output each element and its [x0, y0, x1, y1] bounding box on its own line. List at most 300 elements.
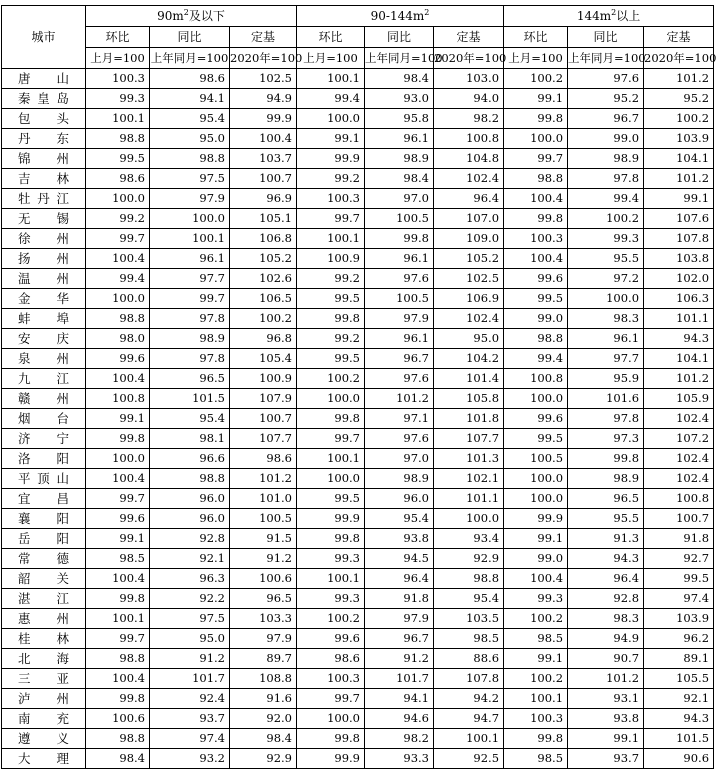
index-value-cell: 100.0 [297, 109, 365, 129]
city-name: 九 江 [18, 371, 69, 386]
index-value-cell: 91.3 [568, 529, 644, 549]
metric-header: 环比 [504, 27, 568, 48]
index-value-cell: 91.2 [230, 549, 297, 569]
city-name: 安 庆 [18, 331, 69, 346]
index-value-cell: 105.5 [644, 669, 714, 689]
index-value-cell: 99.5 [504, 289, 568, 309]
city-name: 蚌 埠 [18, 311, 69, 326]
index-value-cell: 99.5 [297, 489, 365, 509]
index-value-cell: 98.3 [568, 609, 644, 629]
city-cell [2, 369, 86, 389]
index-value-cell: 100.6 [230, 569, 297, 589]
index-value-cell: 92.8 [150, 529, 230, 549]
city-cell [2, 149, 86, 169]
index-value-cell: 97.8 [568, 169, 644, 189]
index-value-cell: 92.4 [150, 689, 230, 709]
table-row [2, 649, 714, 669]
index-value-cell: 100.4 [86, 469, 150, 489]
index-value-cell: 102.4 [434, 309, 504, 329]
index-value-cell: 94.9 [230, 89, 297, 109]
index-value-cell: 100.4 [86, 669, 150, 689]
index-value-cell: 101.1 [434, 489, 504, 509]
index-value-cell: 92.0 [230, 709, 297, 729]
header-row-bases [2, 48, 714, 69]
index-value-cell: 100.2 [568, 209, 644, 229]
index-value-cell: 98.4 [86, 749, 150, 769]
city-name: 岳 阳 [18, 531, 69, 546]
index-value-cell: 99.4 [568, 189, 644, 209]
table-row [2, 609, 714, 629]
index-value-cell: 104.1 [644, 149, 714, 169]
header-row-metrics [2, 27, 714, 48]
table-row [2, 169, 714, 189]
city-name: 北 海 [18, 651, 69, 666]
index-value-cell: 93.1 [568, 689, 644, 709]
index-value-cell: 98.8 [504, 329, 568, 349]
index-value-cell: 96.0 [150, 489, 230, 509]
index-value-cell: 96.8 [230, 329, 297, 349]
index-value-cell: 98.2 [365, 729, 434, 749]
metric-header: 环比 [86, 27, 150, 48]
city-cell [2, 69, 86, 89]
index-value-cell: 93.8 [568, 709, 644, 729]
table-row [2, 209, 714, 229]
index-value-cell: 100.5 [504, 449, 568, 469]
city-name: 湛 江 [18, 591, 69, 606]
index-value-cell: 100.0 [297, 709, 365, 729]
index-value-cell: 100.2 [297, 609, 365, 629]
index-value-cell: 99.7 [86, 629, 150, 649]
index-value-cell: 100.2 [297, 369, 365, 389]
index-value-cell: 107.6 [644, 209, 714, 229]
index-value-cell: 100.8 [504, 369, 568, 389]
index-value-cell: 101.5 [150, 389, 230, 409]
index-value-cell: 99.7 [297, 209, 365, 229]
city-cell [2, 189, 86, 209]
table-row [2, 669, 714, 689]
index-value-cell: 104.8 [434, 149, 504, 169]
city-cell [2, 749, 86, 769]
index-value-cell: 99.8 [297, 409, 365, 429]
index-value-cell: 103.5 [434, 609, 504, 629]
index-value-cell: 95.0 [150, 629, 230, 649]
table-row [2, 509, 714, 529]
index-value-cell: 98.9 [365, 149, 434, 169]
city-cell [2, 669, 86, 689]
city-name: 锦 州 [18, 151, 69, 166]
index-value-cell: 95.2 [568, 89, 644, 109]
index-value-cell: 96.1 [365, 329, 434, 349]
index-value-cell: 98.5 [434, 629, 504, 649]
index-value-cell: 97.9 [230, 629, 297, 649]
index-value-cell: 99.2 [297, 169, 365, 189]
city-cell [2, 449, 86, 469]
index-value-cell: 99.4 [297, 89, 365, 109]
index-value-cell: 98.3 [568, 309, 644, 329]
index-value-cell: 97.6 [365, 269, 434, 289]
index-value-cell: 104.2 [434, 349, 504, 369]
table-row [2, 529, 714, 549]
index-value-cell: 96.5 [568, 489, 644, 509]
city-name: 金 华 [18, 291, 69, 306]
index-value-cell: 99.3 [297, 589, 365, 609]
city-name: 济 宁 [18, 431, 69, 446]
index-value-cell: 99.7 [150, 289, 230, 309]
table-row [2, 449, 714, 469]
index-value-cell: 94.3 [568, 549, 644, 569]
index-value-cell: 99.1 [644, 189, 714, 209]
index-value-cell: 96.4 [365, 569, 434, 589]
index-value-cell: 101.3 [434, 449, 504, 469]
city-cell [2, 609, 86, 629]
index-value-cell: 94.6 [365, 709, 434, 729]
index-value-cell: 96.1 [150, 249, 230, 269]
index-value-cell: 96.4 [568, 569, 644, 589]
index-value-cell: 94.7 [434, 709, 504, 729]
index-value-cell: 94.0 [434, 89, 504, 109]
city-cell [2, 489, 86, 509]
index-value-cell: 99.1 [568, 729, 644, 749]
metric-header: 定基 [434, 27, 504, 48]
index-value-cell: 99.1 [504, 649, 568, 669]
index-value-cell: 93.4 [434, 529, 504, 549]
base-header: 2020年=100 [434, 48, 504, 69]
table-row [2, 349, 714, 369]
index-value-cell: 99.7 [504, 149, 568, 169]
index-value-cell: 98.2 [434, 109, 504, 129]
index-value-cell: 96.9 [230, 189, 297, 209]
table-row [2, 749, 714, 769]
city-cell [2, 109, 86, 129]
index-value-cell: 102.5 [434, 269, 504, 289]
index-value-cell: 101.4 [434, 369, 504, 389]
index-value-cell: 99.1 [297, 129, 365, 149]
city-cell [2, 589, 86, 609]
base-header: 上月=100 [86, 48, 150, 69]
city-cell [2, 709, 86, 729]
index-value-cell: 97.8 [150, 309, 230, 329]
index-value-cell: 99.8 [297, 729, 365, 749]
index-value-cell: 98.4 [365, 169, 434, 189]
index-value-cell: 99.3 [568, 229, 644, 249]
index-value-cell: 102.4 [644, 449, 714, 469]
city-cell [2, 509, 86, 529]
index-value-cell: 96.4 [434, 189, 504, 209]
base-header: 上月=100 [504, 48, 568, 69]
index-value-cell: 101.2 [644, 69, 714, 89]
index-value-cell: 91.6 [230, 689, 297, 709]
index-value-cell: 99.5 [86, 149, 150, 169]
city-cell [2, 289, 86, 309]
index-value-cell: 106.5 [230, 289, 297, 309]
city-cell [2, 549, 86, 569]
index-value-cell: 101.0 [230, 489, 297, 509]
city-cell [2, 89, 86, 109]
index-value-cell: 99.8 [504, 209, 568, 229]
index-value-cell: 100.0 [504, 469, 568, 489]
city-cell [2, 169, 86, 189]
index-value-cell: 92.2 [150, 589, 230, 609]
index-value-cell: 100.0 [434, 509, 504, 529]
index-value-cell: 91.8 [365, 589, 434, 609]
index-value-cell: 99.1 [504, 529, 568, 549]
city-name: 遵 义 [18, 731, 69, 746]
index-value-cell: 100.0 [504, 389, 568, 409]
table-row [2, 429, 714, 449]
index-value-cell: 97.4 [644, 589, 714, 609]
index-value-cell: 98.0 [86, 329, 150, 349]
index-value-cell: 97.0 [365, 449, 434, 469]
index-value-cell: 100.2 [230, 309, 297, 329]
index-value-cell: 106.9 [434, 289, 504, 309]
index-value-cell: 99.8 [297, 309, 365, 329]
city-cell [2, 129, 86, 149]
index-value-cell: 99.5 [644, 569, 714, 589]
index-value-cell: 96.6 [150, 449, 230, 469]
city-cell [2, 529, 86, 549]
index-value-cell: 94.2 [434, 689, 504, 709]
city-cell [2, 389, 86, 409]
index-value-cell: 100.7 [644, 509, 714, 529]
index-value-cell: 99.0 [568, 129, 644, 149]
city-cell [2, 209, 86, 229]
index-value-cell: 97.8 [150, 349, 230, 369]
base-header: 2020年=100 [230, 48, 297, 69]
city-name: 大 理 [18, 751, 69, 766]
index-value-cell: 101.5 [644, 729, 714, 749]
index-value-cell: 105.2 [230, 249, 297, 269]
index-value-cell: 96.7 [365, 629, 434, 649]
index-value-cell: 99.9 [297, 149, 365, 169]
table-row [2, 469, 714, 489]
index-value-cell: 89.7 [230, 649, 297, 669]
index-value-cell: 102.5 [230, 69, 297, 89]
index-value-cell: 91.5 [230, 529, 297, 549]
index-value-cell: 100.0 [86, 189, 150, 209]
index-value-cell: 99.3 [297, 549, 365, 569]
index-value-cell: 100.3 [504, 229, 568, 249]
index-value-cell: 96.5 [150, 369, 230, 389]
index-value-cell: 100.1 [297, 569, 365, 589]
index-value-cell: 97.3 [568, 429, 644, 449]
index-value-cell: 95.4 [365, 509, 434, 529]
table-row [2, 389, 714, 409]
index-value-cell: 103.0 [434, 69, 504, 89]
group-header-large: $144m^2$以上 [504, 6, 714, 27]
index-value-cell: 95.2 [644, 89, 714, 109]
index-value-cell: 99.3 [504, 589, 568, 609]
city-cell [2, 729, 86, 749]
index-value-cell: 99.6 [86, 349, 150, 369]
index-value-cell: 96.2 [644, 629, 714, 649]
index-value-cell: 98.8 [86, 729, 150, 749]
index-value-cell: 105.2 [434, 249, 504, 269]
metric-header: 同比 [365, 27, 434, 48]
index-value-cell: 103.8 [644, 249, 714, 269]
city-name: 徐 州 [18, 231, 69, 246]
index-value-cell: 100.0 [297, 469, 365, 489]
city-name: 桂 林 [18, 631, 69, 646]
index-value-cell: 98.4 [365, 69, 434, 89]
index-value-cell: 96.1 [365, 249, 434, 269]
index-value-cell: 98.6 [86, 169, 150, 189]
index-value-cell: 95.5 [568, 509, 644, 529]
city-name: 烟 台 [18, 411, 69, 426]
index-value-cell: 97.7 [150, 269, 230, 289]
index-value-cell: 99.2 [86, 209, 150, 229]
index-value-cell: 92.1 [644, 689, 714, 709]
index-value-cell: 100.1 [434, 729, 504, 749]
index-value-cell: 99.5 [504, 429, 568, 449]
index-value-cell: 102.4 [644, 469, 714, 489]
index-value-cell: 100.9 [230, 369, 297, 389]
city-name: 宜 昌 [18, 491, 69, 506]
index-value-cell: 94.3 [644, 329, 714, 349]
index-value-cell: 98.9 [568, 149, 644, 169]
index-value-cell: 96.7 [568, 109, 644, 129]
index-value-cell: 93.3 [365, 749, 434, 769]
index-value-cell: 93.2 [150, 749, 230, 769]
index-value-cell: 107.8 [644, 229, 714, 249]
index-value-cell: 98.6 [150, 69, 230, 89]
index-value-cell: 100.4 [504, 189, 568, 209]
index-value-cell: 97.1 [365, 409, 434, 429]
index-value-cell: 105.8 [434, 389, 504, 409]
index-value-cell: 100.7 [230, 409, 297, 429]
index-value-cell: 97.6 [568, 69, 644, 89]
index-value-cell: 101.8 [434, 409, 504, 429]
table-row [2, 729, 714, 749]
index-value-cell: 102.4 [644, 409, 714, 429]
index-value-cell: 108.8 [230, 669, 297, 689]
index-value-cell: 99.6 [297, 629, 365, 649]
index-value-cell: 101.1 [644, 309, 714, 329]
index-value-cell: 101.2 [644, 169, 714, 189]
index-value-cell: 100.2 [504, 609, 568, 629]
group-header-medium: $90-144m^2$ [297, 6, 504, 27]
index-value-cell: 99.8 [86, 589, 150, 609]
index-value-cell: 96.7 [365, 349, 434, 369]
index-value-cell: 91.2 [150, 649, 230, 669]
city-cell [2, 569, 86, 589]
index-value-cell: 97.0 [365, 189, 434, 209]
city-cell [2, 409, 86, 429]
index-value-cell: 99.8 [504, 729, 568, 749]
table-row [2, 569, 714, 589]
index-value-cell: 98.9 [568, 469, 644, 489]
index-value-cell: 98.5 [86, 549, 150, 569]
index-value-cell: 89.1 [644, 649, 714, 669]
table-row [2, 409, 714, 429]
city-name: 泉 州 [18, 351, 69, 366]
city-name: 三 亚 [18, 671, 69, 686]
index-value-cell: 97.6 [365, 429, 434, 449]
index-value-cell: 105.1 [230, 209, 297, 229]
index-value-cell: 100.6 [86, 709, 150, 729]
city-name: 唐 山 [18, 71, 69, 86]
index-value-cell: 97.9 [365, 609, 434, 629]
city-name: 吉 林 [18, 171, 69, 186]
index-value-cell: 98.8 [150, 149, 230, 169]
index-value-cell: 104.1 [644, 349, 714, 369]
index-value-cell: 100.1 [297, 449, 365, 469]
table-row [2, 629, 714, 649]
index-value-cell: 100.5 [230, 509, 297, 529]
index-value-cell: 98.8 [86, 309, 150, 329]
index-value-cell: 105.4 [230, 349, 297, 369]
city-name: 平 顶 山 [18, 471, 69, 486]
base-header: 上年同月=100 [568, 48, 644, 69]
table-row [2, 329, 714, 349]
index-value-cell: 100.7 [230, 169, 297, 189]
index-value-cell: 102.6 [230, 269, 297, 289]
index-value-cell: 98.5 [504, 749, 568, 769]
index-value-cell: 100.0 [297, 389, 365, 409]
index-value-cell: 98.8 [504, 169, 568, 189]
city-name: 扬 州 [18, 251, 69, 266]
index-value-cell: 90.7 [568, 649, 644, 669]
city-name: 惠 州 [18, 611, 69, 626]
index-value-cell: 94.1 [365, 689, 434, 709]
index-value-cell: 105.9 [644, 389, 714, 409]
index-value-cell: 107.7 [230, 429, 297, 449]
index-value-cell: 99.8 [86, 689, 150, 709]
city-name: 赣 州 [18, 391, 69, 406]
index-value-cell: 107.2 [644, 429, 714, 449]
index-value-cell: 95.0 [150, 129, 230, 149]
index-value-cell: 100.3 [504, 709, 568, 729]
index-value-cell: 100.1 [86, 109, 150, 129]
index-value-cell: 95.4 [150, 109, 230, 129]
index-value-cell: 92.9 [230, 749, 297, 769]
table-row [2, 709, 714, 729]
index-value-cell: 100.2 [504, 669, 568, 689]
index-value-cell: 99.3 [86, 89, 150, 109]
index-value-cell: 99.4 [86, 269, 150, 289]
index-value-cell: 97.5 [150, 609, 230, 629]
table-row [2, 129, 714, 149]
index-value-cell: 100.4 [230, 129, 297, 149]
index-value-cell: 100.0 [86, 289, 150, 309]
index-value-cell: 97.2 [568, 269, 644, 289]
index-value-cell: 99.7 [86, 489, 150, 509]
index-value-cell: 99.2 [297, 269, 365, 289]
city-name: 无 锡 [18, 211, 69, 226]
index-value-cell: 98.4 [230, 729, 297, 749]
index-value-cell: 94.9 [568, 629, 644, 649]
table-row [2, 289, 714, 309]
index-value-cell: 100.8 [86, 389, 150, 409]
index-value-cell: 99.7 [297, 429, 365, 449]
city-name: 牡 丹 江 [18, 191, 69, 206]
table-row [2, 549, 714, 569]
index-value-cell: 100.0 [150, 209, 230, 229]
city-cell [2, 469, 86, 489]
table-row [2, 69, 714, 89]
index-value-cell: 100.3 [86, 69, 150, 89]
index-value-cell: 96.1 [365, 129, 434, 149]
index-value-cell: 95.4 [434, 589, 504, 609]
index-value-cell: 99.9 [297, 749, 365, 769]
index-value-cell: 100.3 [297, 189, 365, 209]
index-value-cell: 107.0 [434, 209, 504, 229]
index-value-cell: 96.3 [150, 569, 230, 589]
index-value-cell: 98.6 [230, 449, 297, 469]
index-value-cell: 99.8 [568, 449, 644, 469]
table-row [2, 489, 714, 509]
index-value-cell: 100.4 [504, 569, 568, 589]
index-value-cell: 101.2 [230, 469, 297, 489]
